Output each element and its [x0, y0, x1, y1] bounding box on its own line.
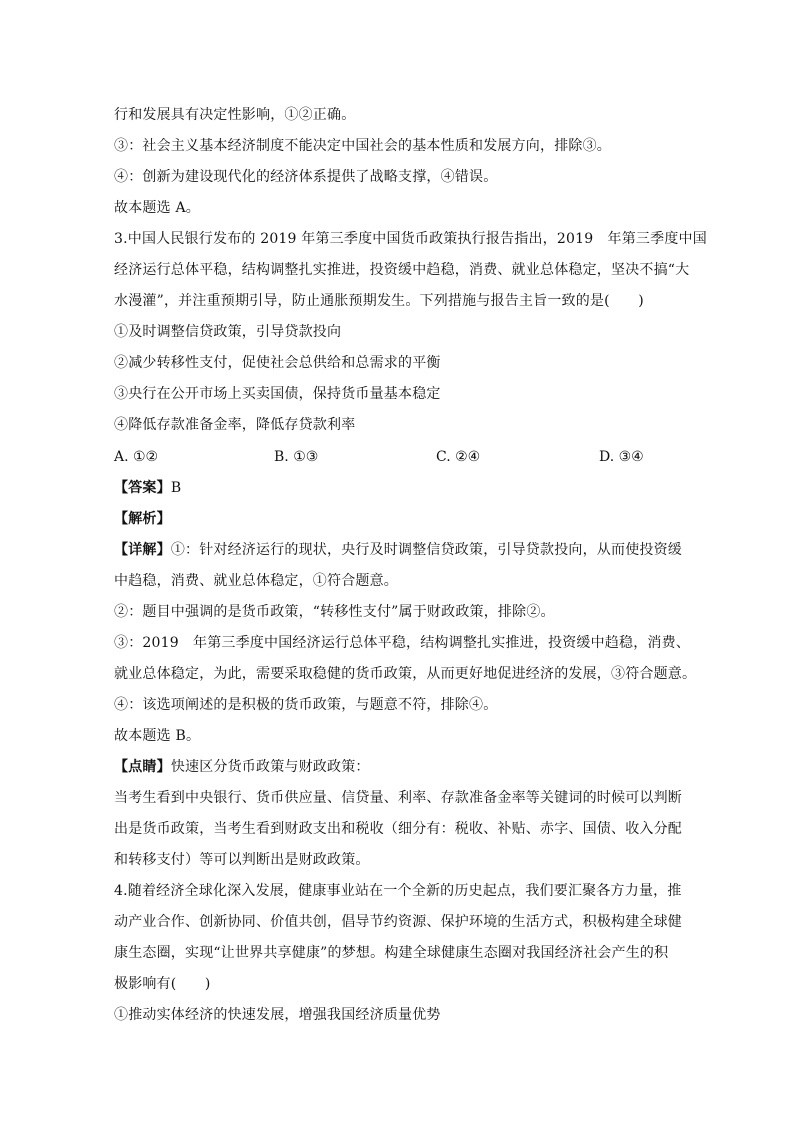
detail-line: 就业总体稳定，为此，需要采取稳健的货币政策，从而更好地促进经济的发展，③符合题意。 [114, 666, 697, 682]
statement-item: ①推动实体经济的快速发展，增强我国经济质量优势 [114, 1007, 441, 1023]
detail-line: 故本题选 B。 [114, 728, 201, 744]
detail-text: ①：针对经济运行的现状，央行及时调整信贷政策，引导贷款投向，从而使投资缓 [170, 542, 683, 558]
answer-options [114, 447, 684, 467]
detail-line: ④：该选项阐述的是积极的货币政策，与题意不符，排除④。 [114, 697, 498, 713]
detail-line: 中趋稳，消费、就业总体稳定，①符合题意。 [114, 573, 398, 589]
text-line: ④：创新为建设现代化的经济体系提供了战略支撑，④错误。 [114, 169, 498, 185]
tip-line: 和转移支付）等可以判断出是财政政策。 [114, 852, 370, 868]
question-3-stem: 经济运行总体平稳，结构调整扎实推进，投资缓中趋稳，消费、就业总体稳定，坚决不搞“大 [114, 262, 690, 278]
option-d: D. ③④ [599, 449, 644, 465]
detail-line [114, 540, 684, 560]
tip-line: 出是货币政策，当考生看到财政支出和税收（细分有：税收、补贴、赤字、国债、收入分配 [114, 821, 682, 837]
question-4-stem: 极影响有( ) [114, 976, 211, 992]
tip-line: 当考生看到中央银行、货币供应量、信贷量、利率、存款准备金率等关键词的时候可以判断 [114, 790, 682, 806]
tip-line [114, 757, 684, 777]
question-4-stem: 动产业合作、创新协同、价值共创，倡导节约资源、保护环境的生活方式，积极构建全球健 [114, 914, 682, 930]
question-4-stem: 4.随着经济全球化深入发展，健康事业站在一个全新的历史起点，我们要汇聚各方力量，推 [114, 883, 682, 899]
text-line: 故本题选 A。 [114, 200, 200, 216]
statement-item: ③央行在公开市场上买卖国债，保持货币量基本稳定 [114, 386, 441, 402]
tip-title: 快速区分货币政策与财政政策： [170, 759, 370, 775]
option-b: B. ①③ [274, 449, 319, 465]
text-line: 行和发展具有决定性影响，①②正确。 [114, 107, 356, 123]
detail-label: 【详解】 [114, 542, 171, 558]
option-c: C. ②④ [436, 449, 481, 465]
option-a: A. ①② [114, 449, 159, 465]
detail-line: ②：题目中强调的是货币政策，“转移性支付”属于财政政策，排除②。 [114, 604, 555, 620]
question-4-stem: 康生态圈，实现“让世界共享健康”的梦想。构建全球健康生态圈对我国经济社会产生的积 [114, 945, 669, 961]
statement-item: ④降低存款准备金率，降低存贷款利率 [114, 417, 356, 433]
tip-label: 【点睛】 [114, 759, 171, 775]
question-3-stem: 3.中国人民银行发布的 2019 年第三季度中国货币政策执行报告指出，2019 年第三季度中国 [114, 231, 707, 247]
text-line: ③：社会主义基本经济制度不能决定中国社会的基本性质和发展方向，排除③。 [114, 138, 611, 154]
detail-line: ③：2019 年第三季度中国经济运行总体平稳，结构调整扎实推进，投资缓中趋稳，消费、 [114, 635, 691, 651]
answer-label: 【答案】 [114, 480, 171, 496]
statement-item: ②减少转移性支付，促使社会总供给和总需求的平衡 [114, 355, 441, 371]
question-3-stem: 水漫灌”，并注重预期引导，防止通胀预期发生。下列措施与报告主旨一致的是( ) [114, 293, 644, 309]
statement-item: ①及时调整信贷政策，引导贷款投向 [114, 324, 342, 340]
answer-line [114, 478, 684, 498]
analysis-label: 【解析】 [114, 511, 171, 527]
answer-value: B [170, 480, 182, 496]
